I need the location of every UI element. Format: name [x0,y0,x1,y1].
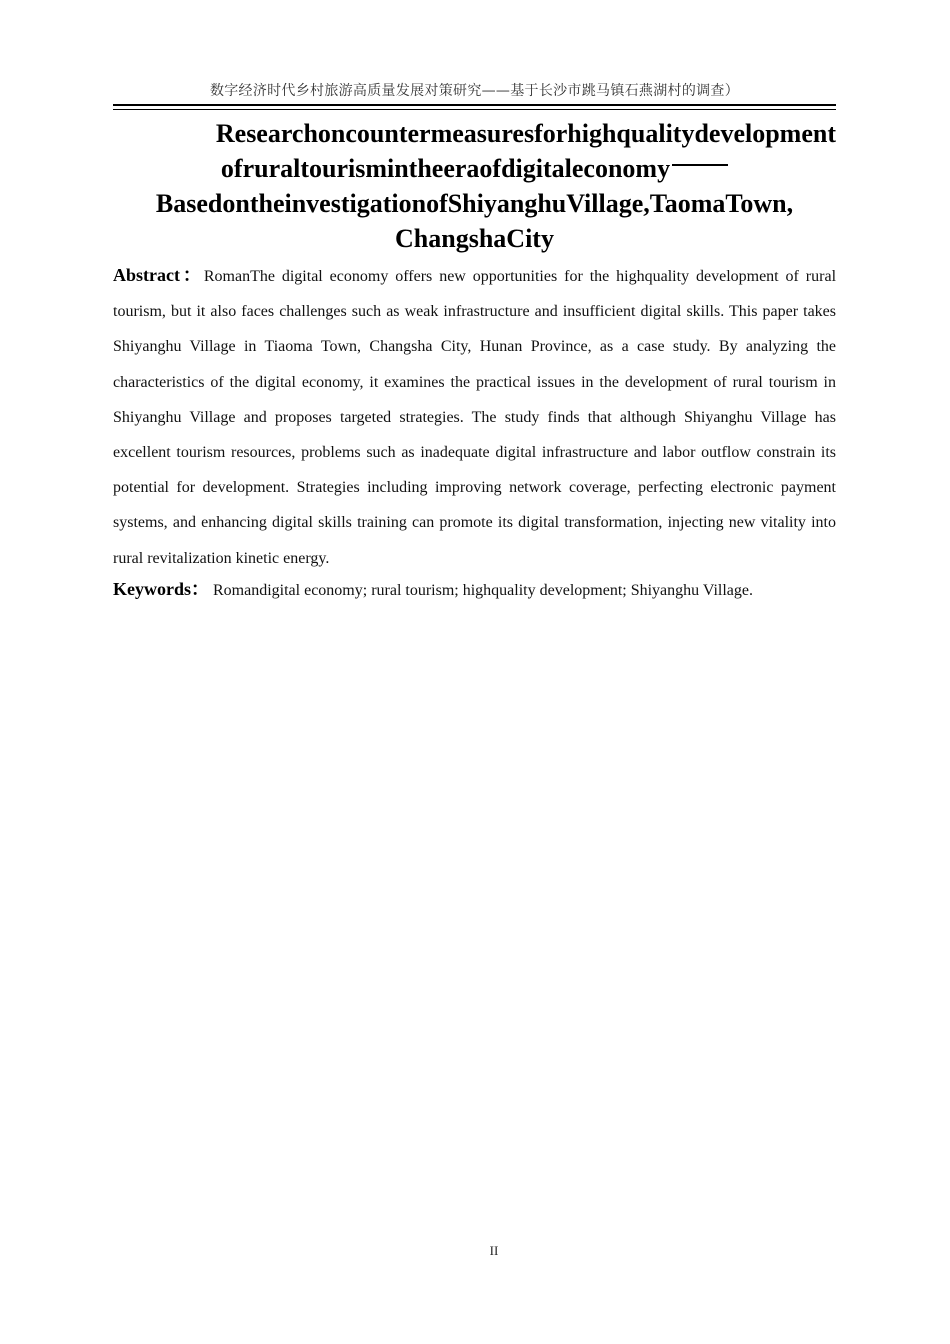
title-line-3: BasedontheinvestigationofShiyanghuVillage,TaomaTown, [155,189,794,218]
running-header: 数字经济时代乡村旅游高质量发展对策研究——基于长沙市跳马镇石燕湖村的调查） [209,83,740,99]
keywords-section [113,574,836,606]
title-line-1: Researchoncountermeasuresforhighqualitydevelopment [215,119,836,148]
title-line-4: ChangshaCity [395,224,554,253]
keywords-text: Romandigital economy; rural tourism; highquality development; Shiyanghu Village. [213,582,753,599]
paper-title [113,116,836,256]
page-number: II [489,1243,499,1258]
title-line-2 [113,151,836,186]
abstract-section [113,258,836,576]
title-line-2-text: ofruraltourismintheeraofdigitaleconomy [220,154,671,183]
title-dash [672,164,728,166]
header-rule-thin [113,109,836,110]
abstract-text: RomanThe digital economy offers new opportunities for the highquality development of rural tourism, but it also faces challenges such as weak infrastructure and insufficient digital skills. This paper takes Shiyanghu Village in Tiaoma Town, Changsha City, Hunan Province, as a case study. By analyzing the characteristics of the digital economy, it examines the practical issues in the development of rural tourism in Shiyanghu Village and proposes targeted strategies. The study finds that although Shiyanghu Village has excellent tourism resources, problems such as inadequate digital infrastructure and labor outflow constrain its potential for development. Strategies including improving network coverage, perfecting electronic payment systems, and enhancing digital skills training can promote its digital transformation, injecting new vitality into rural revitalization kinetic energy. [113,268,837,567]
header-rule-thick [113,104,836,106]
keywords-label: Keywords： [113,579,209,599]
abstract-label: Abstract： [113,265,204,285]
